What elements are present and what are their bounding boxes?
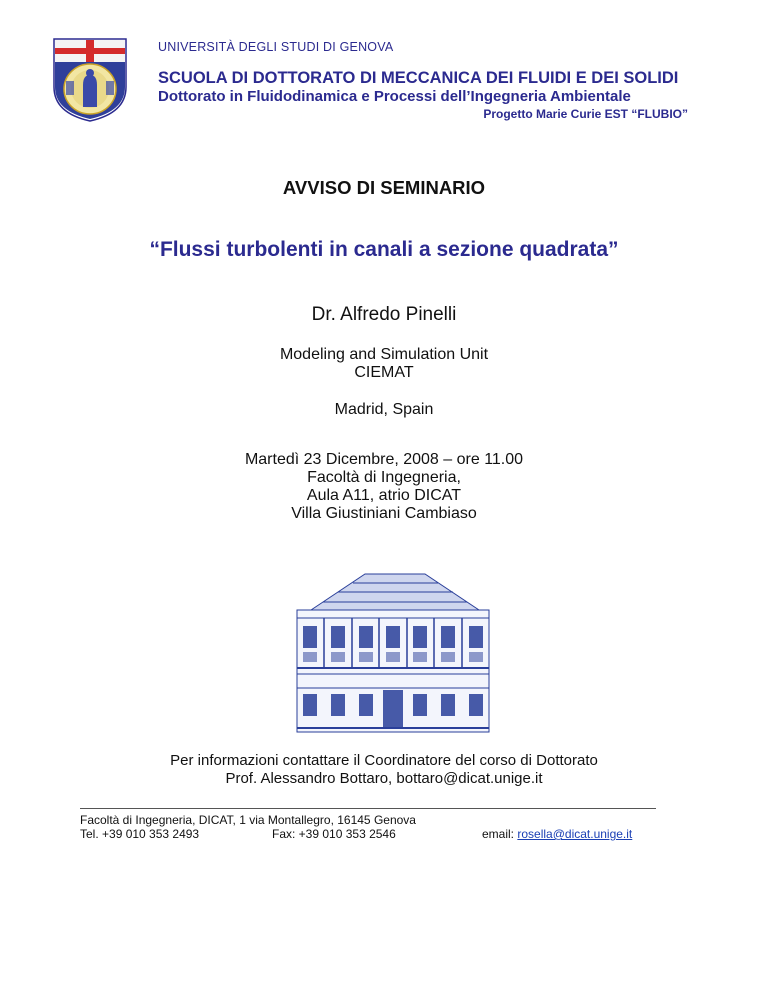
footer-email-link[interactable]: rosella@dicat.unige.it (517, 827, 633, 841)
venue-room: Aula A11, atrio DICAT (306, 487, 462, 504)
speaker-name: Dr. Alfredo Pinelli (311, 304, 457, 325)
doctorate-name: Dottorato in Fluidodinamica e Processi dell’Ingegneria Ambientale (158, 88, 631, 105)
footer-address: Facoltà di Ingegneria, DICAT, 1 via Montallegro, 16145 Genova (80, 813, 416, 827)
affiliation-org: CIEMAT (354, 364, 414, 381)
notice-heading: AVVISO DI SEMINARIO (282, 177, 486, 198)
seminar-title: “Flussi turbolenti in canali a sezione quadrata” (149, 238, 619, 261)
footer-fax: Fax: +39 010 353 2546 (272, 827, 396, 841)
venue-building: Villa Giustiniani Cambiaso (291, 505, 477, 522)
footer-tel: Tel. +39 010 353 2493 (80, 827, 200, 841)
villa-engraving-image (293, 570, 493, 736)
footer-email (482, 827, 632, 841)
info-coordinator: Prof. Alessandro Bottaro, bottaro@dicat.unige.it (225, 770, 543, 787)
affiliation-unit: Modeling and Simulation Unit (279, 346, 489, 363)
university-crest-logo (50, 37, 130, 123)
footer-email-label: email: (482, 827, 515, 841)
footer-divider (80, 808, 656, 809)
location: Madrid, Spain (334, 401, 434, 418)
project-name: Progetto Marie Curie EST “FLUBIO” (483, 107, 688, 121)
school-name: SCUOLA DI DOTTORATO DI MECCANICA DEI FLUIDI E DEI SOLIDI (158, 69, 679, 87)
info-contact: Per informazioni contattare il Coordinatore del corso di Dottorato (170, 752, 598, 769)
date-time: Martedì 23 Dicembre, 2008 – ore 11.00 (244, 451, 524, 468)
venue-faculty: Facoltà di Ingegneria, (307, 469, 461, 486)
university-name: UNIVERSITÀ DEGLI STUDI DI GENOVA (158, 40, 394, 54)
